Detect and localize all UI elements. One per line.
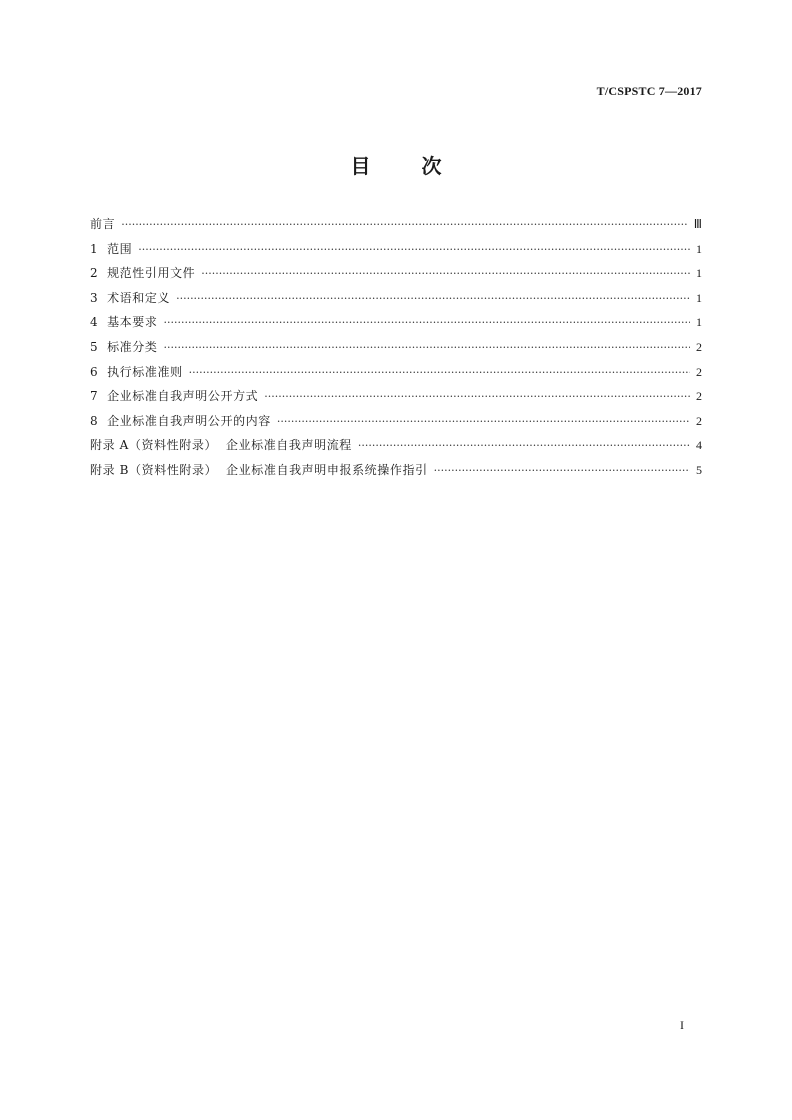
dot-leader [434, 463, 690, 478]
toc-label: 附录 B（资料性附录） 企业标准自我声明申报系统操作指引 [90, 462, 428, 477]
toc-item-foreword[interactable] [90, 217, 702, 242]
title-char-1: 目 [350, 154, 371, 178]
toc-label: 4 基本要求 [90, 315, 158, 330]
toc-page-number: 2 [696, 339, 702, 354]
toc-page-number: 2 [696, 389, 702, 404]
dot-leader [264, 389, 690, 404]
dot-leader [201, 266, 690, 281]
toc-item-disclosure-methods[interactable] [90, 389, 702, 414]
toc-label: 附录 A（资料性附录） 企业标准自我声明流程 [90, 438, 352, 453]
toc-label: 1 范围 [90, 241, 133, 256]
toc-page-number: 1 [696, 315, 702, 330]
toc-label: 5 标准分类 [90, 339, 158, 354]
toc-item-normative-references[interactable] [90, 266, 702, 291]
document-code: T/CSPSTC 7—2017 [596, 84, 702, 98]
dot-leader [189, 365, 690, 380]
toc-label: 3 术语和定义 [90, 290, 171, 305]
toc-item-standard-classification[interactable] [90, 340, 702, 365]
toc-item-scope[interactable] [90, 242, 702, 267]
toc-label: 2 规范性引用文件 [90, 266, 196, 281]
toc-page-number: 5 [696, 462, 702, 477]
toc-page-number: 2 [696, 413, 702, 428]
toc-item-basic-requirements[interactable] [90, 315, 702, 340]
toc-page-number: 4 [696, 438, 702, 453]
toc-page-number: 1 [696, 241, 702, 256]
dot-leader [176, 291, 690, 306]
footer-page-number: I [680, 1018, 684, 1032]
dot-leader [358, 438, 690, 453]
table-of-contents [90, 217, 702, 488]
toc-page-number: Ⅲ [693, 217, 702, 231]
dot-leader [277, 414, 690, 429]
dot-leader [121, 217, 688, 232]
title-char-2: 次 [421, 154, 442, 178]
toc-page-number: 2 [696, 364, 702, 379]
toc-page-number: 1 [696, 290, 702, 305]
toc-label: 8 企业标准自我声明公开的内容 [90, 413, 271, 428]
toc-label: 7 企业标准自我声明公开方式 [90, 389, 259, 404]
toc-label: 6 执行标准准则 [90, 364, 183, 379]
toc-item-terms-definitions[interactable] [90, 291, 702, 316]
dot-leader [138, 242, 690, 257]
toc-item-appendix-a[interactable] [90, 438, 702, 463]
dot-leader [163, 340, 690, 355]
toc-label: 前言 [90, 217, 116, 231]
page-title [0, 150, 792, 179]
toc-item-disclosure-content[interactable] [90, 414, 702, 439]
toc-item-execution-principles[interactable] [90, 365, 702, 390]
dot-leader [163, 315, 690, 330]
toc-item-appendix-b[interactable] [90, 463, 702, 488]
toc-page-number: 1 [696, 266, 702, 281]
